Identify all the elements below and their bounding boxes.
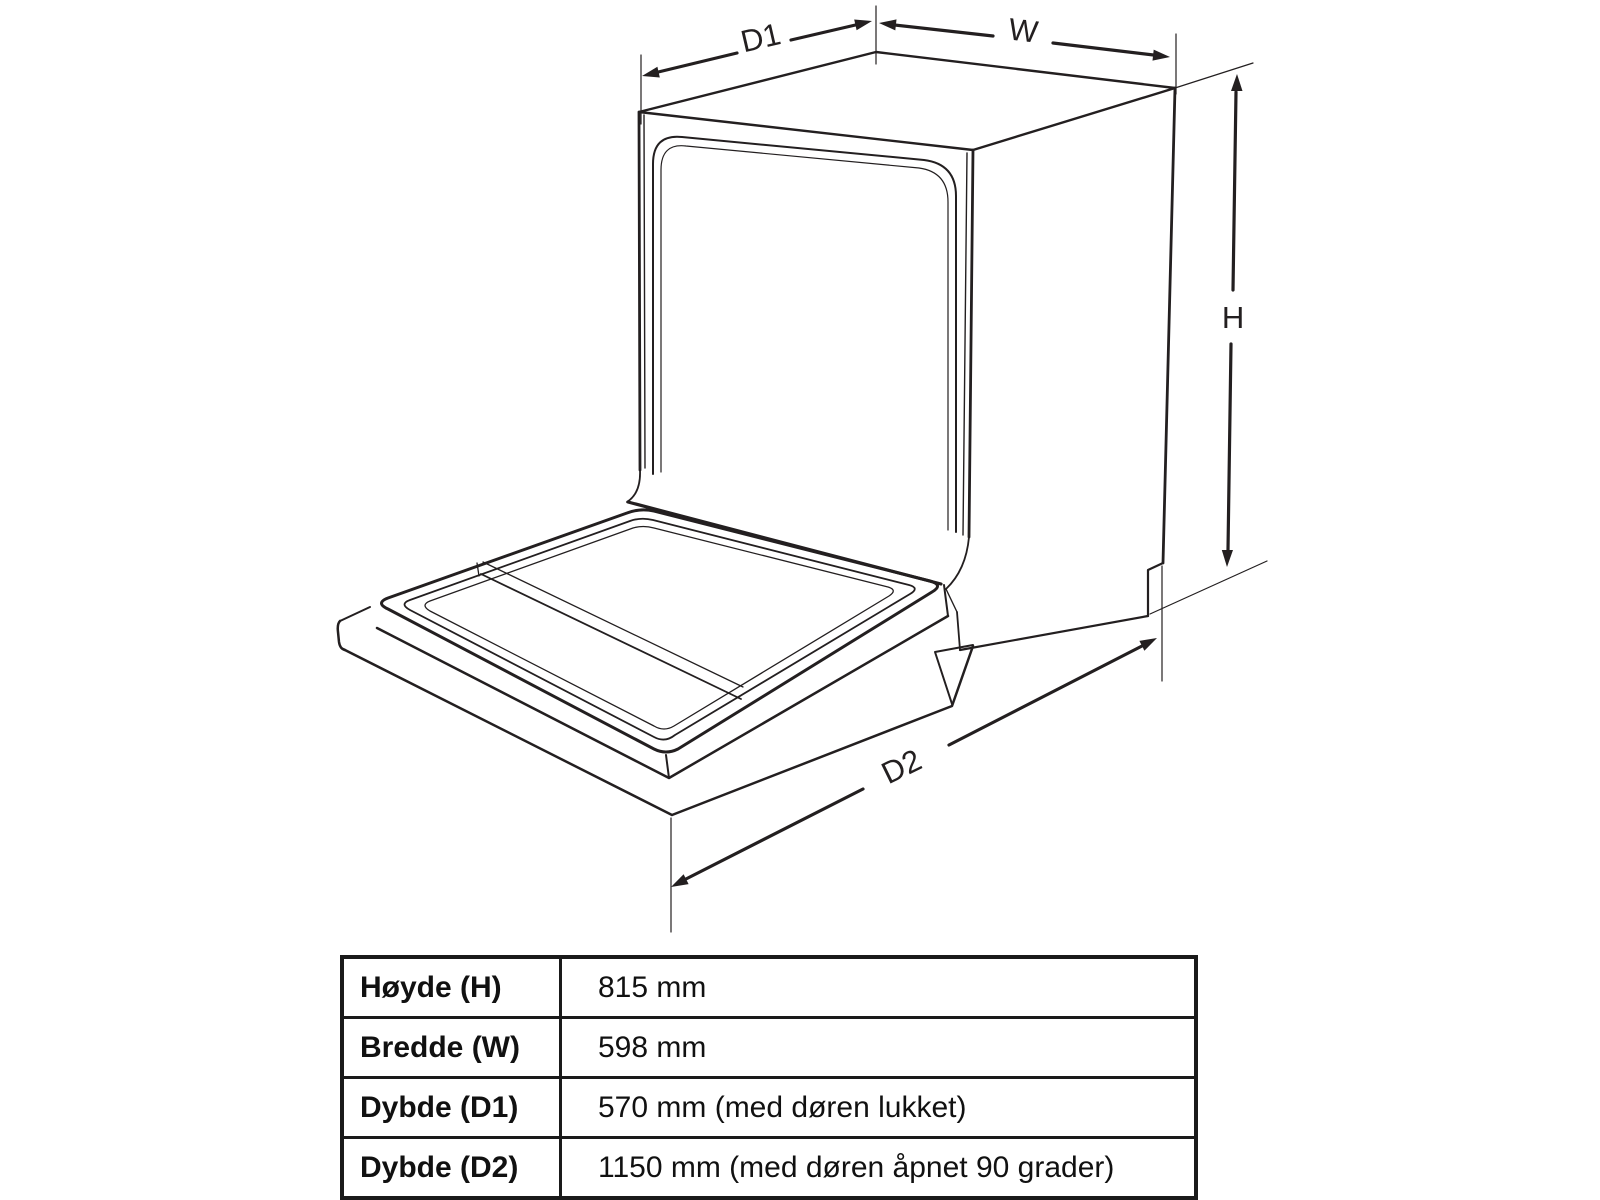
w-arrowhead-left — [879, 19, 897, 30]
spec-label-height: Høyde (H) — [344, 959, 562, 1016]
door-rim-outer — [382, 510, 938, 752]
h-top-extension-line — [1175, 63, 1253, 88]
cavity-opening-outline — [653, 137, 956, 532]
table-row — [344, 959, 1194, 1019]
door-front-corner-edge — [666, 755, 669, 778]
open-door — [377, 502, 948, 778]
cabinet-front-left-edge-inner — [644, 115, 645, 468]
door-rim-inner — [405, 519, 915, 740]
platform-bottom-edge — [343, 646, 973, 815]
spec-value-depth-closed: 570 mm (med døren lukket) — [598, 1090, 967, 1124]
dishwasher-drawing — [338, 6, 1267, 932]
base-platform — [338, 607, 973, 815]
d2-line-right — [949, 646, 1142, 745]
h-label: H — [1221, 300, 1245, 335]
h-arrowhead-bottom — [1222, 550, 1233, 567]
h-bottom-extension-line — [1150, 561, 1267, 614]
cabinet-front-left-edge — [639, 112, 640, 470]
d2-label: D2 — [875, 742, 927, 791]
front-foot — [935, 645, 973, 704]
spec-table — [340, 955, 1198, 1200]
h-line-bottom — [1228, 344, 1231, 550]
spec-value-height: 815 mm — [598, 970, 707, 1004]
d1-line-left — [650, 53, 737, 74]
h-line-top — [1233, 92, 1236, 290]
h-arrowhead-top — [1231, 74, 1243, 91]
spec-value-width: 598 mm — [598, 1030, 707, 1064]
w-arrowhead-right — [1153, 50, 1171, 61]
cavity-opening-inner-line — [661, 146, 948, 530]
right-hinge-arc — [946, 537, 969, 589]
platform-left-top-edge — [340, 607, 370, 621]
spec-label-depth-closed: Dybde (D1) — [344, 1079, 562, 1136]
cabinet-front-bottom-stub — [957, 612, 960, 650]
table-row — [344, 1079, 1194, 1139]
cabinet — [627, 52, 1175, 704]
spec-label-depth-open: Dybde (D2) — [344, 1139, 562, 1196]
d1-arrowhead-right — [854, 20, 872, 31]
cabinet-bottom-edge — [960, 616, 1148, 650]
d1-arrowhead-left — [642, 67, 660, 78]
cabinet-front-right-edge-inner — [963, 153, 967, 535]
cabinet-front-right-edge — [969, 150, 973, 537]
door-tray-edge — [425, 527, 893, 730]
cabinet-right-edge — [1163, 88, 1175, 563]
d1-line-right — [791, 23, 864, 40]
door-divider-line — [481, 574, 741, 699]
w-line-right — [1053, 43, 1162, 56]
platform-left-end — [338, 621, 345, 650]
spec-label-width: Bredde (W) — [344, 1019, 562, 1076]
door-bottom-edge — [377, 616, 948, 778]
table-row — [344, 1019, 1194, 1079]
cabinet-top-face — [639, 52, 1175, 150]
cabinet-right-plinth-step — [1148, 563, 1163, 616]
d1-label: D1 — [737, 16, 784, 60]
left-hinge-arc — [627, 470, 640, 502]
w-line-left — [886, 24, 993, 36]
d2-line-left — [684, 789, 863, 880]
d2-arrowhead-right — [1139, 638, 1157, 651]
w-label: W — [1006, 11, 1040, 50]
table-row — [344, 1139, 1194, 1196]
spec-value-depth-open: 1150 mm (med døren åpnet 90 grader) — [598, 1150, 1115, 1184]
d2-arrowhead-left — [671, 874, 689, 887]
